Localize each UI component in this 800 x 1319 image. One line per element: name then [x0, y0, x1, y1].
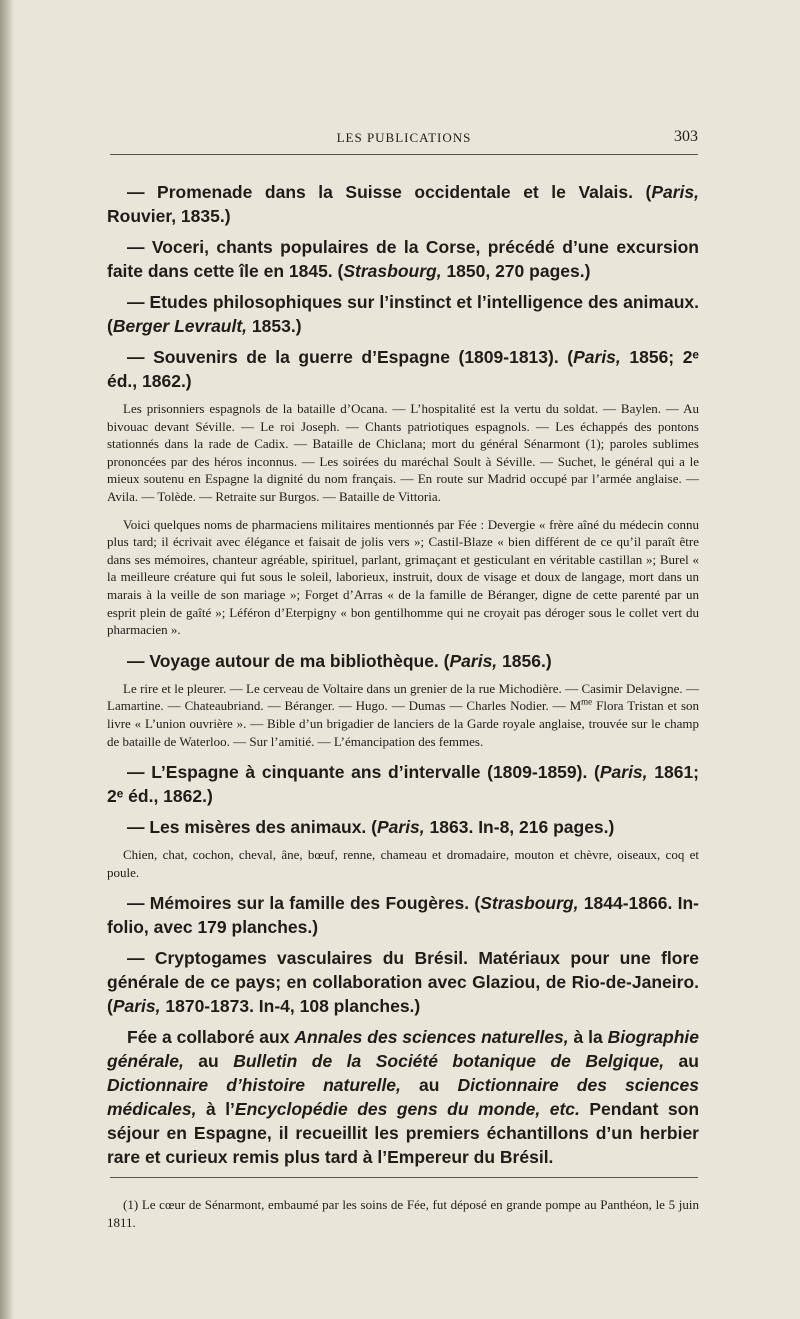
page-number: 303 — [674, 128, 698, 145]
entry-summary: Voici quelques noms de pharmaciens militaires mentionnés par Fée : Devergie « frère aîné du médecin connu plus tard; il écrivait avec élégance et faisait de jolis vers »; Castil-Blaze « bien différent de ce qu’il paraît être dans ses mémoires, chanteur agréable, spirituel, parlant, grimaçant et gesticulant en véritable castillan »; Burel « la meilleure créature qui fut sous le soleil, laborieux, instruit, doux de visage et doux de langage, mort dans un marais à la veille de son mariage »; Forget d’Arras « de la famille de Béranger, digne de cette parenté par un esprit plein de gaîté »; Léféron d’Eterpigny « bon gentilhomme qui ne croyait pas déroger sous le collet vert du pharmacien ». — [107, 516, 699, 638]
publication-entry: — Voceri, chants populaires de la Corse, précédé d’une excursion faite dans cette île en 1845. (Strasbourg, 1850, 270 pages.) — [107, 237, 699, 281]
header-rule — [110, 154, 698, 155]
publication-entry: — Cryptogames vasculaires du Brésil. Matériaux pour une flore générale de ce pays; en collaboration avec Glaziou, de Rio-de-Janeiro. (Paris, 1870-1873. In-4, 108 planches.) — [107, 948, 699, 1017]
publication-entry: — Voyage autour de ma bibliothèque. (Paris, 1856.) — [127, 650, 552, 671]
publication-entry: — Promenade dans la Suisse occidentale et le Valais. (Paris, Rouvier, 1835.) — [107, 182, 699, 226]
publication-entry: — Mémoires sur la famille des Fougères. (Strasbourg, 1844-1866. In-folio, avec 179 planches.) — [107, 893, 699, 938]
running-head — [110, 128, 698, 152]
publication-entry: — Souvenirs de la guerre d’Espagne (1809-1813). (Paris, 1856; 2ᵉ éd., 1862.) — [107, 347, 700, 391]
publication-entry: — L’Espagne à cinquante ans d’intervalle (1809-1859). (Paris, 1861; 2ᵉ éd., 1862.) — [107, 762, 699, 807]
closing-paragraph: Fée a collaboré aux Annales des sciences naturelles, à la Biographie générale, au Bulletin de la Société botanique de Belgique, au Dictionnaire d’histoire naturelle, au Dictionnaire des sciences médicales, à l’Encyclopédie des gens du monde, etc. Pendant son séjour en Espagne, il recueillit les premiers échantillons d’un herbier rare et curieux remis plus tard à l’Empereur du Brésil. — [107, 1027, 700, 1168]
entry-summary: Le rire et le pleurer. — Le cerveau de Voltaire dans un grenier de la rue Michodière. — Casimir Delavigne. — Lamartine. — Chateaubriand. — Béranger. — Hugo. — Dumas — Charles Nodier. — $M^{me}$ Flora Tristan et son livre « L’union ouvrière ». — Bible d’un brigadier de lanciers de la Garde royale anglaise, trouvée sur le champ de bataille de Waterloo. — Sur l’amitié. — L’émancipation des femmes. — [107, 680, 700, 749]
running-title: LES PUBLICATIONS — [336, 130, 472, 145]
publication-entry: — Etudes philosophiques sur l’instinct et l’intelligence des animaux. (Berger Levrault, 1853.) — [107, 292, 699, 336]
footnote-rule — [110, 1177, 698, 1178]
publication-list — [107, 180, 699, 1176]
entry-summary: Chien, chat, cochon, cheval, âne, bœuf, renne, chameau et dromadaire, mouton et chèvre, oiseaux, coq et poule. — [107, 847, 699, 880]
entry-summary: Les prisonniers espagnols de la bataille d’Ocana. — L’hospitalité est la vertu du soldat. — Baylen. — Au bivouac devant Séville. — Le roi Joseph. — Chants patriotiques espagnols. — Les échappés des pontons stationnés dans la rade de Cadix. — Bataille de Chiclana; mort du général Sénarmont (1); paroles sublimes prononcées par des héros inconnus. — Les soirées du maréchal Soult à Séville. — Suchet, le général qui a le mieux soutenu en Espagne la dignité du nom français. — En route sur Madrid occupé par l’armée anglaise. — Avila. — Tolède. — Retraite sur Burgos. — Bataille de Vittoria. — [107, 401, 699, 504]
footnote: (1) Le cœur de Sénarmont, embaumé par les soins de Fée, fut déposé en grande pompe au Panthéon, le 5 juin 1811. — [107, 1197, 699, 1230]
publication-entry: — Les misères des animaux. (Paris, 1863. In-8, 216 pages.) — [127, 817, 615, 838]
